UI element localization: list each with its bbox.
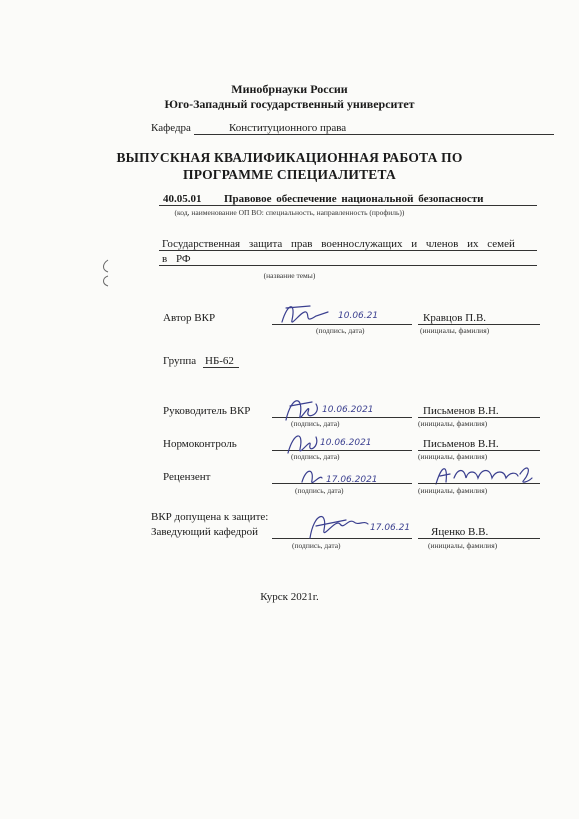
group-underline — [203, 367, 239, 368]
admission-signature — [306, 508, 436, 544]
normcontrol-signature-date: 10.06.2021 — [320, 438, 372, 448]
topic-underline1 — [159, 250, 537, 251]
supervisor-name: Письменов В.Н. — [423, 405, 499, 417]
admission-name-caption: (инициалы, фамилия) — [428, 541, 498, 550]
author-label: Автор ВКР — [163, 312, 216, 324]
supervisor-signature-date: 10.06.2021 — [322, 405, 374, 415]
head-of-department-label: Заведующий кафедрой — [151, 526, 258, 538]
author-name-line — [418, 324, 540, 325]
admission-signature-date: 17.06.21 — [370, 523, 411, 533]
head-of-department-name: Яценко В.В. — [431, 526, 489, 538]
scan-mark — [98, 258, 112, 288]
reviewer-signature-date: 17.06.2021 — [326, 475, 378, 485]
group-value: НБ-62 — [205, 355, 234, 367]
program-underline — [159, 205, 537, 206]
group-label: Группа — [163, 355, 197, 367]
department-label: Кафедра — [151, 122, 191, 134]
department-value: Конституционного права — [229, 122, 347, 134]
topic-line1: Государственная защита прав военнослужащих и членов их семей — [162, 238, 515, 250]
normcontrol-label: Нормоконтроль — [163, 438, 237, 450]
normcontrol-name-caption: (инициалы, фамилия) — [418, 452, 488, 461]
normcontrol-name: Письменов В.Н. — [423, 438, 499, 450]
author-sig-caption: (подпись, дата) — [316, 326, 365, 335]
reviewer-name-line — [418, 483, 540, 484]
supervisor-name-caption: (инициалы, фамилия) — [418, 419, 488, 428]
program-caption: (код, наименование ОП ВО: специальность, направленность (профиль)) — [174, 208, 405, 217]
university-name: Юго-Западный государственный университет — [164, 97, 415, 111]
supervisor-name-line — [418, 417, 540, 418]
program-code: 40.05.01 — [163, 193, 202, 205]
supervisor-sig-caption: (подпись, дата) — [291, 419, 340, 428]
author-name-caption: (инициалы, фамилия) — [420, 326, 490, 335]
author-signature-date: 10.06.21 — [338, 311, 379, 321]
work-title-line1: ВЫПУСКНАЯ КВАЛИФИКАЦИОННАЯ РАБОТА ПО — [116, 150, 463, 165]
work-title-line2: ПРОГРАММЕ СПЕЦИАЛИТЕТА — [183, 167, 396, 182]
ministry-name: Минобрнауки России — [231, 82, 348, 96]
reviewer-name-caption: (инициалы, фамилия) — [418, 486, 488, 495]
admission-line: ВКР допущена к защите: — [151, 511, 269, 523]
supervisor-label: Руководитель ВКР — [163, 405, 251, 417]
reviewer-sig-caption: (подпись, дата) — [295, 486, 344, 495]
program-name: Правовое обеспечение национальной безопасности — [224, 193, 484, 205]
admission-sig-caption: (подпись, дата) — [292, 541, 341, 550]
topic-line2: в РФ — [162, 253, 191, 265]
normcontrol-sig-caption: (подпись, дата) — [291, 452, 340, 461]
department-underline — [194, 134, 554, 135]
admission-name-line — [418, 538, 540, 539]
topic-caption: (название темы) — [263, 271, 316, 280]
city-year: Курск 2021г. — [260, 591, 319, 603]
author-name: Кравцов П.В. — [423, 312, 487, 324]
reviewer-label: Рецензент — [163, 471, 211, 483]
normcontrol-name-line — [418, 450, 540, 451]
topic-underline2 — [159, 265, 537, 266]
